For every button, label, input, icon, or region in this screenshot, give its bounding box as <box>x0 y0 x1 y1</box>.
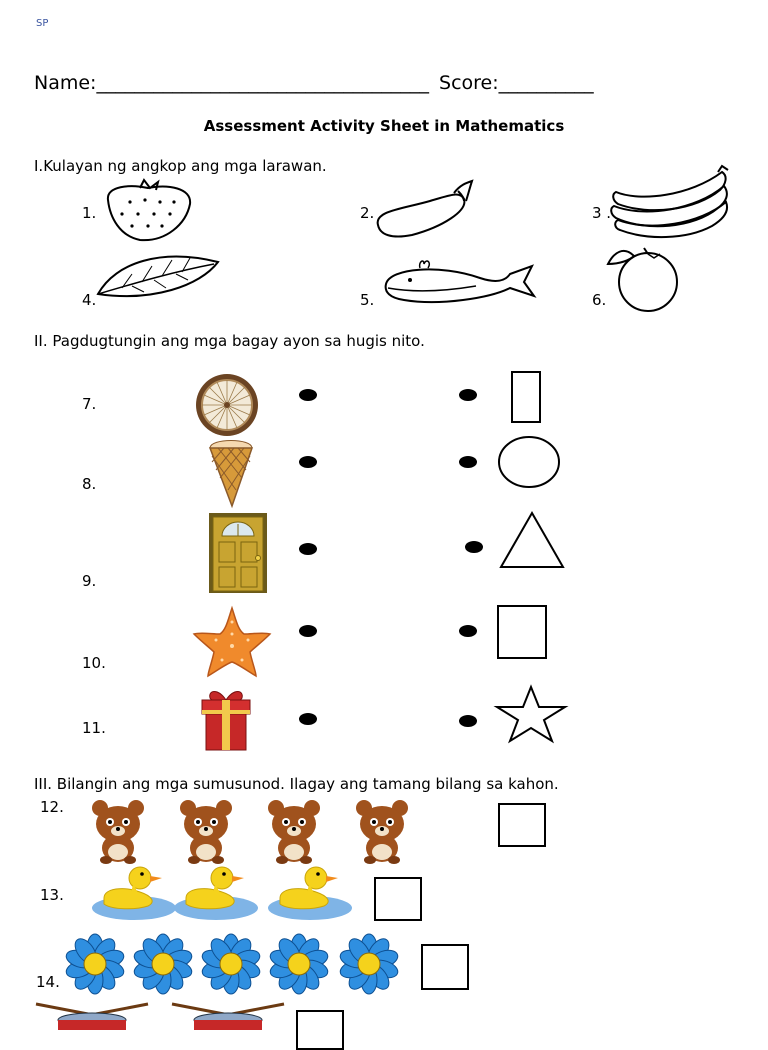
duck-icon <box>172 862 260 922</box>
teddy-bear-icon <box>90 798 146 864</box>
connect-dot-right-7[interactable] <box>459 389 477 401</box>
answer-box-13[interactable] <box>374 877 422 921</box>
item-4-number: 4. <box>82 291 97 309</box>
starfish-icon <box>192 606 272 678</box>
drum-icon <box>166 1000 290 1024</box>
item-5-number: 5. <box>360 291 375 309</box>
page-title: Assessment Activity Sheet in Mathematics <box>203 117 565 135</box>
connect-dot-right-11[interactable] <box>459 715 477 727</box>
leaf-icon <box>92 248 222 300</box>
connect-dot-right-10[interactable] <box>459 625 477 637</box>
strawberry-icon <box>100 178 196 244</box>
item-2-number: 2. <box>360 204 375 222</box>
square-icon <box>497 605 547 659</box>
item-3-number: 3 . <box>592 204 612 222</box>
corner-label: SP <box>36 18 49 29</box>
item-13-number: 13. <box>40 886 64 904</box>
connect-dot-left-10[interactable] <box>299 625 317 637</box>
star-icon <box>494 685 568 743</box>
item-12-number: 12. <box>40 798 64 816</box>
circle-icon <box>496 434 562 490</box>
answer-box-14[interactable] <box>421 944 469 990</box>
ice-cream-cone-icon <box>206 436 256 508</box>
connect-dot-right-8[interactable] <box>459 456 477 468</box>
rectangle-icon <box>511 371 541 423</box>
name-field[interactable] <box>34 72 594 94</box>
teddy-bear-icon <box>354 798 410 864</box>
flower-icon <box>198 934 264 994</box>
teddy-bear-icon <box>266 798 322 864</box>
connect-dot-left-7[interactable] <box>299 389 317 401</box>
item-10-number: 10. <box>82 654 106 672</box>
eggplant-icon <box>372 175 476 239</box>
gift-box-icon <box>198 686 254 752</box>
connect-dot-right-9[interactable] <box>465 541 483 553</box>
item-9-number: 9. <box>82 572 97 590</box>
answer-box-12[interactable] <box>498 803 546 847</box>
item-11-number: 11. <box>82 719 106 737</box>
duck-icon <box>266 862 354 922</box>
connect-dot-left-8[interactable] <box>299 456 317 468</box>
flower-icon <box>336 934 402 994</box>
item-1-number: 1. <box>82 204 97 222</box>
orange-icon <box>604 246 688 312</box>
banana-icon <box>610 166 732 240</box>
triangle-icon <box>498 510 566 570</box>
item-7-number: 7. <box>82 395 97 413</box>
part2-instruction: II. Pagdugtungin ang mga bagay ayon sa hugis nito. <box>34 332 425 350</box>
flower-icon <box>62 934 128 994</box>
flower-icon <box>130 934 196 994</box>
flower-icon <box>266 934 332 994</box>
duck-icon <box>90 862 178 922</box>
wheel-icon <box>194 372 260 438</box>
item-8-number: 8. <box>82 475 97 493</box>
door-icon <box>208 512 268 594</box>
item-6-number: 6. <box>592 291 607 309</box>
part1-instruction: I.Kulayan ng angkop ang mga larawan. <box>34 157 327 175</box>
connect-dot-left-11[interactable] <box>299 713 317 725</box>
teddy-bear-icon <box>178 798 234 864</box>
part3-instruction: III. Bilangin ang mga sumusunod. Ilagay ang tamang bilang sa kahon. <box>34 775 559 793</box>
score-label: Score:__________ <box>439 72 594 94</box>
drum-icon <box>30 1000 154 1024</box>
whale-icon <box>380 256 538 308</box>
connect-dot-left-9[interactable] <box>299 543 317 555</box>
item-14-number: 14. <box>36 973 60 991</box>
name-label: Name:___________________________________ <box>34 72 429 94</box>
answer-box-15[interactable] <box>296 1010 344 1050</box>
